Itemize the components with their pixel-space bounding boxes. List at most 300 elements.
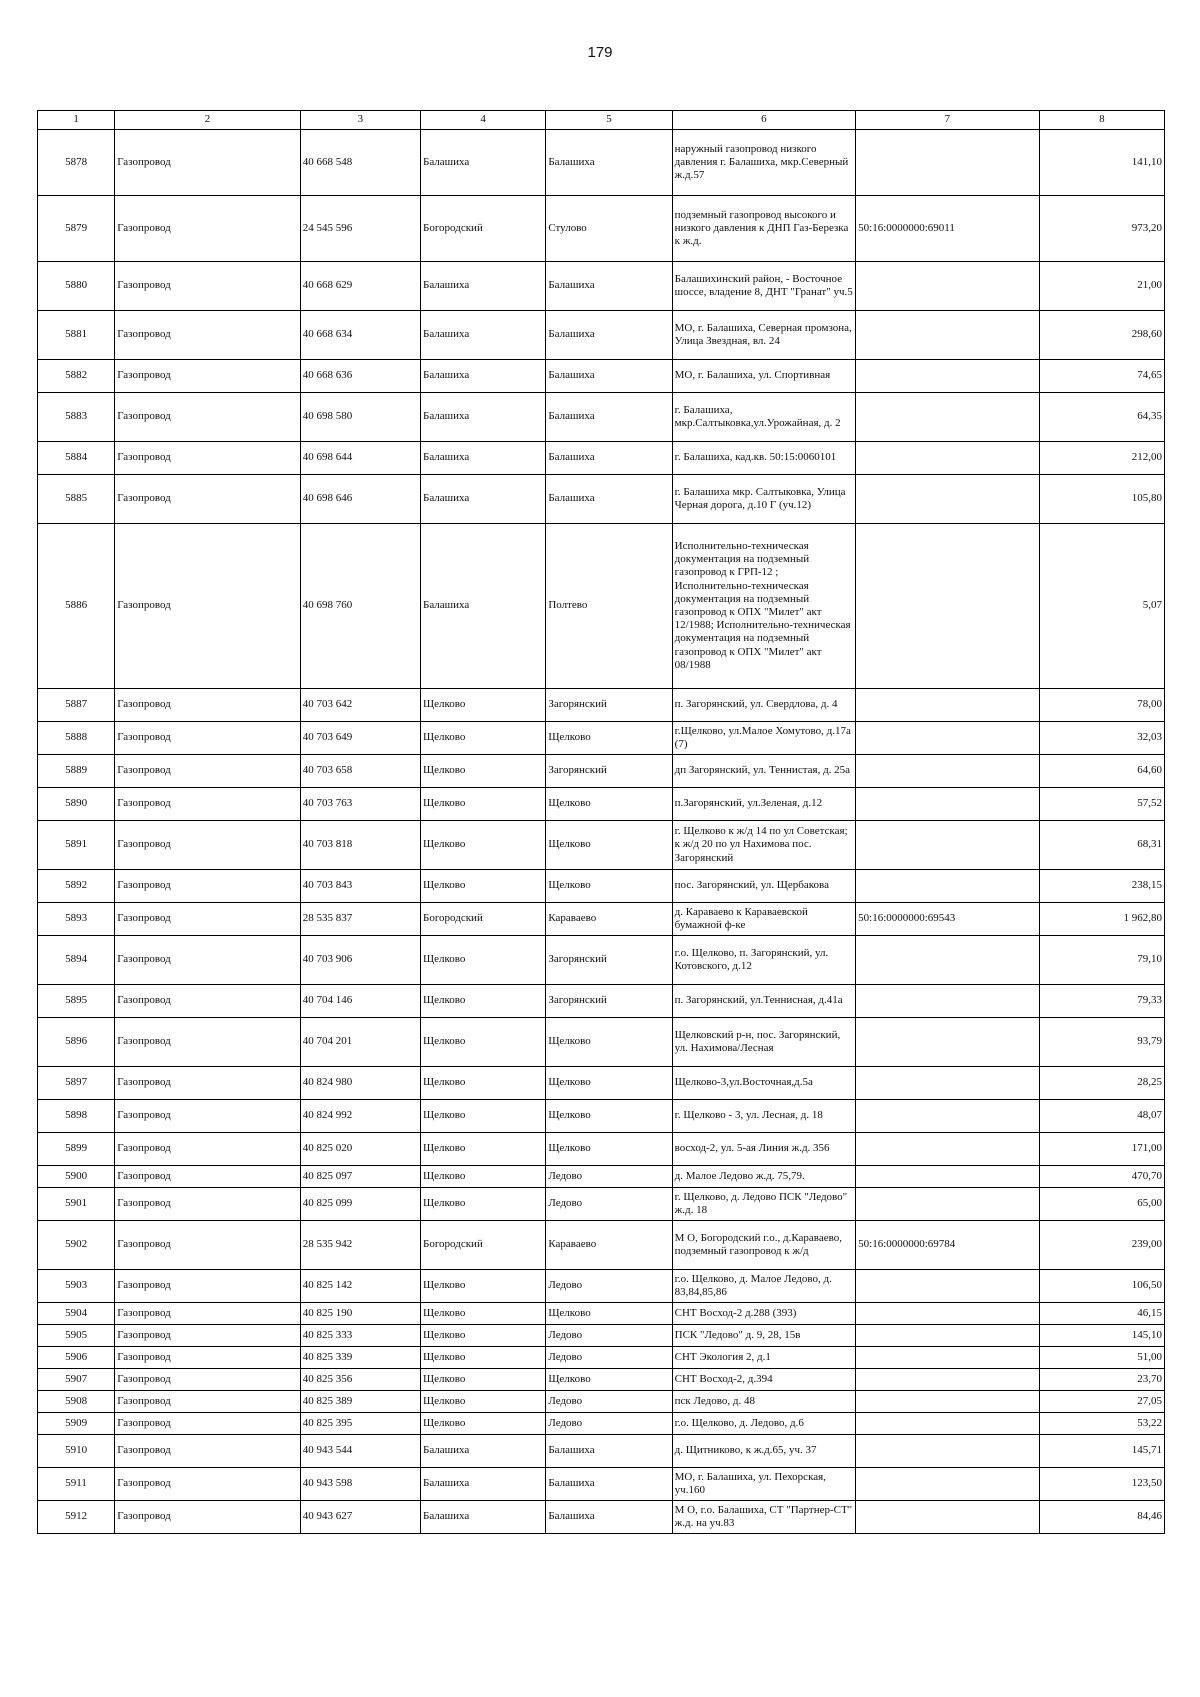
address-cell: г.о. Щелково, д. Малое Ледово, д. 83,84,85,86	[672, 1270, 855, 1303]
okato-code-cell: 40 825 339	[300, 1347, 420, 1369]
object-type-cell: Газопровод	[115, 1325, 300, 1347]
district-cell: Балашиха	[421, 311, 546, 360]
locality-cell: Полтево	[546, 524, 672, 689]
object-type-cell: Газопровод	[115, 1501, 300, 1534]
object-type-cell: Газопровод	[115, 870, 300, 903]
value-cell: 93,79	[1039, 1018, 1164, 1067]
row-number-cell: 5880	[38, 262, 115, 311]
cadastral-number-cell	[856, 524, 1039, 689]
district-cell: Щелково	[421, 1347, 546, 1369]
object-type-cell: Газопровод	[115, 130, 300, 196]
value-cell: 21,00	[1039, 262, 1164, 311]
address-cell: пос. Загорянский, ул. Щербакова	[672, 870, 855, 903]
locality-cell: Ледово	[546, 1413, 672, 1435]
district-cell: Щелково	[421, 1067, 546, 1100]
okato-code-cell: 40 703 818	[300, 821, 420, 870]
district-cell: Щелково	[421, 1188, 546, 1221]
locality-cell: Ледово	[546, 1347, 672, 1369]
address-cell: пск Ледово, д. 48	[672, 1391, 855, 1413]
row-number-cell: 5878	[38, 130, 115, 196]
address-cell: СНТ Восход-2 д.288 (393)	[672, 1303, 855, 1325]
row-number-cell: 5908	[38, 1391, 115, 1413]
value-cell: 1 962,80	[1039, 903, 1164, 936]
table-row	[38, 1468, 1165, 1501]
okato-code-cell: 40 703 763	[300, 788, 420, 821]
row-number-cell: 5899	[38, 1133, 115, 1166]
cadastral-number-cell	[856, 1018, 1039, 1067]
okato-code-cell: 40 825 099	[300, 1188, 420, 1221]
district-cell: Щелково	[421, 788, 546, 821]
address-cell: г.о. Щелково, п. Загорянский, ул. Котовского, д.12	[672, 936, 855, 985]
district-cell: Щелково	[421, 722, 546, 755]
object-type-cell: Газопровод	[115, 1391, 300, 1413]
table-row	[38, 1166, 1165, 1188]
okato-code-cell: 40 668 548	[300, 130, 420, 196]
okato-code-cell: 40 943 598	[300, 1468, 420, 1501]
object-type-cell: Газопровод	[115, 442, 300, 475]
row-number-cell: 5900	[38, 1166, 115, 1188]
row-number-cell: 5881	[38, 311, 115, 360]
table-row	[38, 821, 1165, 870]
table-row	[38, 393, 1165, 442]
district-cell: Балашиха	[421, 393, 546, 442]
object-type-cell: Газопровод	[115, 311, 300, 360]
address-cell: Щелковский р-н, пос. Загорянский, ул. Нахимова/Лесная	[672, 1018, 855, 1067]
object-type-cell: Газопровод	[115, 360, 300, 393]
table-row	[38, 870, 1165, 903]
object-type-cell: Газопровод	[115, 722, 300, 755]
row-number-cell: 5897	[38, 1067, 115, 1100]
column-header: 6	[672, 111, 855, 130]
table-body	[38, 130, 1165, 1534]
locality-cell: Балашиха	[546, 442, 672, 475]
okato-code-cell: 40 825 142	[300, 1270, 420, 1303]
object-type-cell: Газопровод	[115, 475, 300, 524]
value-cell: 5,07	[1039, 524, 1164, 689]
address-cell: г. Балашиха, мкр.Салтыковка,ул.Урожайная, д. 2	[672, 393, 855, 442]
object-type-cell: Газопровод	[115, 1413, 300, 1435]
address-cell: МО, г. Балашиха, ул. Пехорская, уч.160	[672, 1468, 855, 1501]
locality-cell: Караваево	[546, 1221, 672, 1270]
cadastral-number-cell	[856, 1435, 1039, 1468]
district-cell: Щелково	[421, 689, 546, 722]
value-cell: 65,00	[1039, 1188, 1164, 1221]
cadastral-number-cell	[856, 1188, 1039, 1221]
okato-code-cell: 40 704 201	[300, 1018, 420, 1067]
district-cell: Щелково	[421, 1270, 546, 1303]
cadastral-number-cell	[856, 1347, 1039, 1369]
value-cell: 79,33	[1039, 985, 1164, 1018]
district-cell: Балашиха	[421, 1468, 546, 1501]
address-cell: г. Балашиха, кад.кв. 50:15:0060101	[672, 442, 855, 475]
cadastral-number-cell: 50:16:0000000:69011	[856, 196, 1039, 262]
cadastral-number-cell	[856, 1391, 1039, 1413]
object-type-cell: Газопровод	[115, 936, 300, 985]
address-cell: МО, г. Балашиха, Северная промзона, Улица Звездная, вл. 24	[672, 311, 855, 360]
district-cell: Щелково	[421, 870, 546, 903]
district-cell: Балашиха	[421, 475, 546, 524]
table-row	[38, 1369, 1165, 1391]
district-cell: Балашиха	[421, 524, 546, 689]
cadastral-number-cell	[856, 1067, 1039, 1100]
address-cell: г.Щелково, ул.Малое Хомутово, д.17а (7)	[672, 722, 855, 755]
okato-code-cell: 40 698 760	[300, 524, 420, 689]
table-row	[38, 722, 1165, 755]
table-row	[38, 1067, 1165, 1100]
value-cell: 27,05	[1039, 1391, 1164, 1413]
row-number-cell: 5892	[38, 870, 115, 903]
district-cell: Щелково	[421, 755, 546, 788]
okato-code-cell: 40 943 544	[300, 1435, 420, 1468]
table-row	[38, 903, 1165, 936]
locality-cell: Ледово	[546, 1391, 672, 1413]
table-row	[38, 1303, 1165, 1325]
object-type-cell: Газопровод	[115, 1468, 300, 1501]
object-type-cell: Газопровод	[115, 755, 300, 788]
okato-code-cell: 40 703 843	[300, 870, 420, 903]
district-cell: Балашиха	[421, 1435, 546, 1468]
table-row	[38, 755, 1165, 788]
object-type-cell: Газопровод	[115, 393, 300, 442]
okato-code-cell: 40 668 636	[300, 360, 420, 393]
cadastral-number-cell	[856, 821, 1039, 870]
object-type-cell: Газопровод	[115, 689, 300, 722]
locality-cell: Балашиха	[546, 1501, 672, 1534]
value-cell: 57,52	[1039, 788, 1164, 821]
row-number-cell: 5890	[38, 788, 115, 821]
cadastral-number-cell	[856, 1413, 1039, 1435]
value-cell: 78,00	[1039, 689, 1164, 722]
okato-code-cell: 40 704 146	[300, 985, 420, 1018]
address-cell: Исполнительно-техническая документация на подземный газопровод к ГРП-12 ; Исполнительно-техническая документация на подземный газопровод к ОПХ "Милет" акт 12/1988; Исполнительно-техническая документация на подземный газопровод к ОПХ "Милет" акт 08/1988	[672, 524, 855, 689]
column-header: 5	[546, 111, 672, 130]
okato-code-cell: 40 825 020	[300, 1133, 420, 1166]
row-number-cell: 5893	[38, 903, 115, 936]
okato-code-cell: 40 825 395	[300, 1413, 420, 1435]
address-cell: г. Щелково к ж/д 14 по ул Советская; к ж/д 20 по ул Нахимова пос. Загорянский	[672, 821, 855, 870]
okato-code-cell: 40 825 333	[300, 1325, 420, 1347]
value-cell: 64,60	[1039, 755, 1164, 788]
address-cell: МО, г. Балашиха, ул. Спортивная	[672, 360, 855, 393]
object-type-cell: Газопровод	[115, 821, 300, 870]
object-type-cell: Газопровод	[115, 1018, 300, 1067]
value-cell: 68,31	[1039, 821, 1164, 870]
page-number: 179	[587, 44, 613, 61]
locality-cell: Щелково	[546, 1369, 672, 1391]
district-cell: Щелково	[421, 1018, 546, 1067]
object-type-cell: Газопровод	[115, 1347, 300, 1369]
locality-cell: Балашиха	[546, 1435, 672, 1468]
cadastral-number-cell	[856, 788, 1039, 821]
object-type-cell: Газопровод	[115, 1188, 300, 1221]
locality-cell: Ледово	[546, 1270, 672, 1303]
okato-code-cell: 40 703 642	[300, 689, 420, 722]
locality-cell: Балашиха	[546, 475, 672, 524]
row-number-cell: 5883	[38, 393, 115, 442]
table-row	[38, 1391, 1165, 1413]
locality-cell: Караваево	[546, 903, 672, 936]
cadastral-number-cell	[856, 870, 1039, 903]
locality-cell: Загорянский	[546, 689, 672, 722]
cadastral-number-cell	[856, 1325, 1039, 1347]
table-row	[38, 1435, 1165, 1468]
okato-code-cell: 24 545 596	[300, 196, 420, 262]
row-number-cell: 5887	[38, 689, 115, 722]
district-cell: Щелково	[421, 1369, 546, 1391]
district-cell: Богородский	[421, 903, 546, 936]
locality-cell: Балашиха	[546, 393, 672, 442]
table-row	[38, 1270, 1165, 1303]
cadastral-number-cell	[856, 1270, 1039, 1303]
cadastral-number-cell	[856, 1501, 1039, 1534]
row-number-cell: 5905	[38, 1325, 115, 1347]
table-row	[38, 1100, 1165, 1133]
okato-code-cell: 40 698 644	[300, 442, 420, 475]
address-cell: г. Щелково - 3, ул. Лесная, д. 18	[672, 1100, 855, 1133]
value-cell: 64,35	[1039, 393, 1164, 442]
address-cell: д. Караваево к Караваевской бумажной ф-ке	[672, 903, 855, 936]
row-number-cell: 5907	[38, 1369, 115, 1391]
value-cell: 46,15	[1039, 1303, 1164, 1325]
row-number-cell: 5882	[38, 360, 115, 393]
district-cell: Балашиха	[421, 1501, 546, 1534]
okato-code-cell: 40 668 634	[300, 311, 420, 360]
value-cell: 298,60	[1039, 311, 1164, 360]
cadastral-number-cell	[856, 755, 1039, 788]
value-cell: 239,00	[1039, 1221, 1164, 1270]
table-row	[38, 360, 1165, 393]
address-cell: СНТ Восход-2, д.394	[672, 1369, 855, 1391]
locality-cell: Щелково	[546, 1067, 672, 1100]
locality-cell: Балашиха	[546, 311, 672, 360]
okato-code-cell: 40 825 097	[300, 1166, 420, 1188]
table-row	[38, 130, 1165, 196]
okato-code-cell: 40 668 629	[300, 262, 420, 311]
row-number-cell: 5909	[38, 1413, 115, 1435]
address-cell: п. Загорянский, ул.Теннисная, д.41а	[672, 985, 855, 1018]
district-cell: Богородский	[421, 1221, 546, 1270]
address-cell: Балашихинский район, - Восточное шоссе, владение 8, ДНТ "Гранат" уч.5	[672, 262, 855, 311]
table-row	[38, 524, 1165, 689]
table-row	[38, 262, 1165, 311]
value-cell: 53,22	[1039, 1413, 1164, 1435]
okato-code-cell: 28 535 837	[300, 903, 420, 936]
district-cell: Щелково	[421, 936, 546, 985]
object-type-cell: Газопровод	[115, 1100, 300, 1133]
cadastral-number-cell	[856, 262, 1039, 311]
row-number-cell: 5896	[38, 1018, 115, 1067]
value-cell: 171,00	[1039, 1133, 1164, 1166]
value-cell: 123,50	[1039, 1468, 1164, 1501]
address-cell: М О, Богородский г.о., д.Караваево, подземный газопровод к ж/д	[672, 1221, 855, 1270]
district-cell: Балашиха	[421, 262, 546, 311]
cadastral-number-cell	[856, 936, 1039, 985]
column-header: 8	[1039, 111, 1164, 130]
locality-cell: Балашиха	[546, 1468, 672, 1501]
locality-cell: Щелково	[546, 788, 672, 821]
cadastral-number-cell	[856, 985, 1039, 1018]
okato-code-cell: 40 698 646	[300, 475, 420, 524]
okato-code-cell: 40 824 992	[300, 1100, 420, 1133]
table-row	[38, 1018, 1165, 1067]
row-number-cell: 5912	[38, 1501, 115, 1534]
address-cell: г.о. Щелково, д. Ледово, д.6	[672, 1413, 855, 1435]
cadastral-number-cell	[856, 130, 1039, 196]
cadastral-number-cell	[856, 1468, 1039, 1501]
value-cell: 51,00	[1039, 1347, 1164, 1369]
table-header-row	[38, 111, 1165, 130]
cadastral-number-cell	[856, 393, 1039, 442]
cadastral-number-cell	[856, 689, 1039, 722]
address-cell: д. Щитниково, к ж.д.65, уч. 37	[672, 1435, 855, 1468]
row-number-cell: 5888	[38, 722, 115, 755]
object-type-cell: Газопровод	[115, 1067, 300, 1100]
row-number-cell: 5901	[38, 1188, 115, 1221]
address-cell: д. Малое Ледово ж.д. 75,79.	[672, 1166, 855, 1188]
row-number-cell: 5891	[38, 821, 115, 870]
value-cell: 23,70	[1039, 1369, 1164, 1391]
okato-code-cell: 40 703 649	[300, 722, 420, 755]
object-type-cell: Газопровод	[115, 903, 300, 936]
value-cell: 141,10	[1039, 130, 1164, 196]
locality-cell: Щелково	[546, 1100, 672, 1133]
cadastral-number-cell: 50:16:0000000:69784	[856, 1221, 1039, 1270]
table-row	[38, 475, 1165, 524]
column-header: 3	[300, 111, 420, 130]
okato-code-cell: 40 825 389	[300, 1391, 420, 1413]
district-cell: Щелково	[421, 821, 546, 870]
object-type-cell: Газопровод	[115, 196, 300, 262]
district-cell: Щелково	[421, 1303, 546, 1325]
locality-cell: Ледово	[546, 1325, 672, 1347]
table-row	[38, 196, 1165, 262]
address-cell: подземный газопровод высокого и низкого давления к ДНП Газ-Березка к ж.д.	[672, 196, 855, 262]
district-cell: Щелково	[421, 1166, 546, 1188]
row-number-cell: 5904	[38, 1303, 115, 1325]
table-row	[38, 936, 1165, 985]
value-cell: 106,50	[1039, 1270, 1164, 1303]
table-row	[38, 788, 1165, 821]
okato-code-cell: 40 824 980	[300, 1067, 420, 1100]
address-cell: М О, г.о. Балашиха, СТ "Партнер-СТ" ж.д. на уч.83	[672, 1501, 855, 1534]
cadastral-number-cell	[856, 1303, 1039, 1325]
locality-cell: Щелково	[546, 1303, 672, 1325]
cadastral-number-cell	[856, 360, 1039, 393]
row-number-cell: 5911	[38, 1468, 115, 1501]
value-cell: 74,65	[1039, 360, 1164, 393]
address-cell: дп Загорянский, ул. Теннистая, д. 25а	[672, 755, 855, 788]
cadastral-number-cell	[856, 722, 1039, 755]
locality-cell: Ледово	[546, 1166, 672, 1188]
locality-cell: Щелково	[546, 870, 672, 903]
table-row	[38, 985, 1165, 1018]
object-type-cell: Газопровод	[115, 985, 300, 1018]
okato-code-cell: 28 535 942	[300, 1221, 420, 1270]
object-type-cell: Газопровод	[115, 1303, 300, 1325]
locality-cell: Щелково	[546, 1133, 672, 1166]
row-number-cell: 5885	[38, 475, 115, 524]
cadastral-number-cell	[856, 442, 1039, 475]
district-cell: Щелково	[421, 985, 546, 1018]
address-cell: Щелково-3,ул.Восточная,д.5а	[672, 1067, 855, 1100]
cadastral-number-cell	[856, 311, 1039, 360]
object-type-cell: Газопровод	[115, 524, 300, 689]
row-number-cell: 5902	[38, 1221, 115, 1270]
row-number-cell: 5886	[38, 524, 115, 689]
locality-cell: Балашиха	[546, 262, 672, 311]
locality-cell: Загорянский	[546, 985, 672, 1018]
address-cell: г. Щелково, д. Ледово ПСК "Ледово" ж.д. 18	[672, 1188, 855, 1221]
value-cell: 105,80	[1039, 475, 1164, 524]
table-row	[38, 311, 1165, 360]
okato-code-cell: 40 825 356	[300, 1369, 420, 1391]
column-header: 7	[856, 111, 1039, 130]
row-number-cell: 5898	[38, 1100, 115, 1133]
address-cell: п.Загорянский, ул.Зеленая, д.12	[672, 788, 855, 821]
object-type-cell: Газопровод	[115, 262, 300, 311]
address-cell: г. Балашиха мкр. Салтыковка, Улица Черная дорога, д.10 Г (уч.12)	[672, 475, 855, 524]
value-cell: 470,70	[1039, 1166, 1164, 1188]
district-cell: Щелково	[421, 1391, 546, 1413]
address-cell: ПСК "Ледово" д. 9, 28, 15в	[672, 1325, 855, 1347]
address-cell: СНТ Экология 2, д.1	[672, 1347, 855, 1369]
value-cell: 238,15	[1039, 870, 1164, 903]
object-type-cell: Газопровод	[115, 788, 300, 821]
district-cell: Балашиха	[421, 360, 546, 393]
locality-cell: Щелково	[546, 722, 672, 755]
table-row	[38, 442, 1165, 475]
cadastral-number-cell	[856, 475, 1039, 524]
row-number-cell: 5894	[38, 936, 115, 985]
column-header: 2	[115, 111, 300, 130]
value-cell: 973,20	[1039, 196, 1164, 262]
okato-code-cell: 40 825 190	[300, 1303, 420, 1325]
row-number-cell: 5879	[38, 196, 115, 262]
value-cell: 28,25	[1039, 1067, 1164, 1100]
address-cell: восход-2, ул. 5-ая Линия ж.д. 356	[672, 1133, 855, 1166]
table-row	[38, 1501, 1165, 1534]
row-number-cell: 5889	[38, 755, 115, 788]
value-cell: 145,10	[1039, 1325, 1164, 1347]
table-row	[38, 1347, 1165, 1369]
district-cell: Щелково	[421, 1413, 546, 1435]
locality-cell: Ледово	[546, 1188, 672, 1221]
cadastral-number-cell: 50:16:0000000:69543	[856, 903, 1039, 936]
value-cell: 79,10	[1039, 936, 1164, 985]
cadastral-number-cell	[856, 1369, 1039, 1391]
okato-code-cell: 40 703 658	[300, 755, 420, 788]
value-cell: 48,07	[1039, 1100, 1164, 1133]
locality-cell: Балашиха	[546, 360, 672, 393]
table-row	[38, 1413, 1165, 1435]
object-type-cell: Газопровод	[115, 1369, 300, 1391]
address-cell: наружный газопровод низкого давления г. Балашиха, мкр.Северный ж.д.57	[672, 130, 855, 196]
locality-cell: Стулово	[546, 196, 672, 262]
table-row	[38, 689, 1165, 722]
value-cell: 212,00	[1039, 442, 1164, 475]
value-cell: 145,71	[1039, 1435, 1164, 1468]
table-row	[38, 1133, 1165, 1166]
table-row	[38, 1221, 1165, 1270]
column-header: 4	[421, 111, 546, 130]
locality-cell: Загорянский	[546, 936, 672, 985]
district-cell: Щелково	[421, 1325, 546, 1347]
district-cell: Щелково	[421, 1133, 546, 1166]
column-header: 1	[38, 111, 115, 130]
cadastral-number-cell	[856, 1133, 1039, 1166]
locality-cell: Щелково	[546, 821, 672, 870]
object-type-cell: Газопровод	[115, 1435, 300, 1468]
